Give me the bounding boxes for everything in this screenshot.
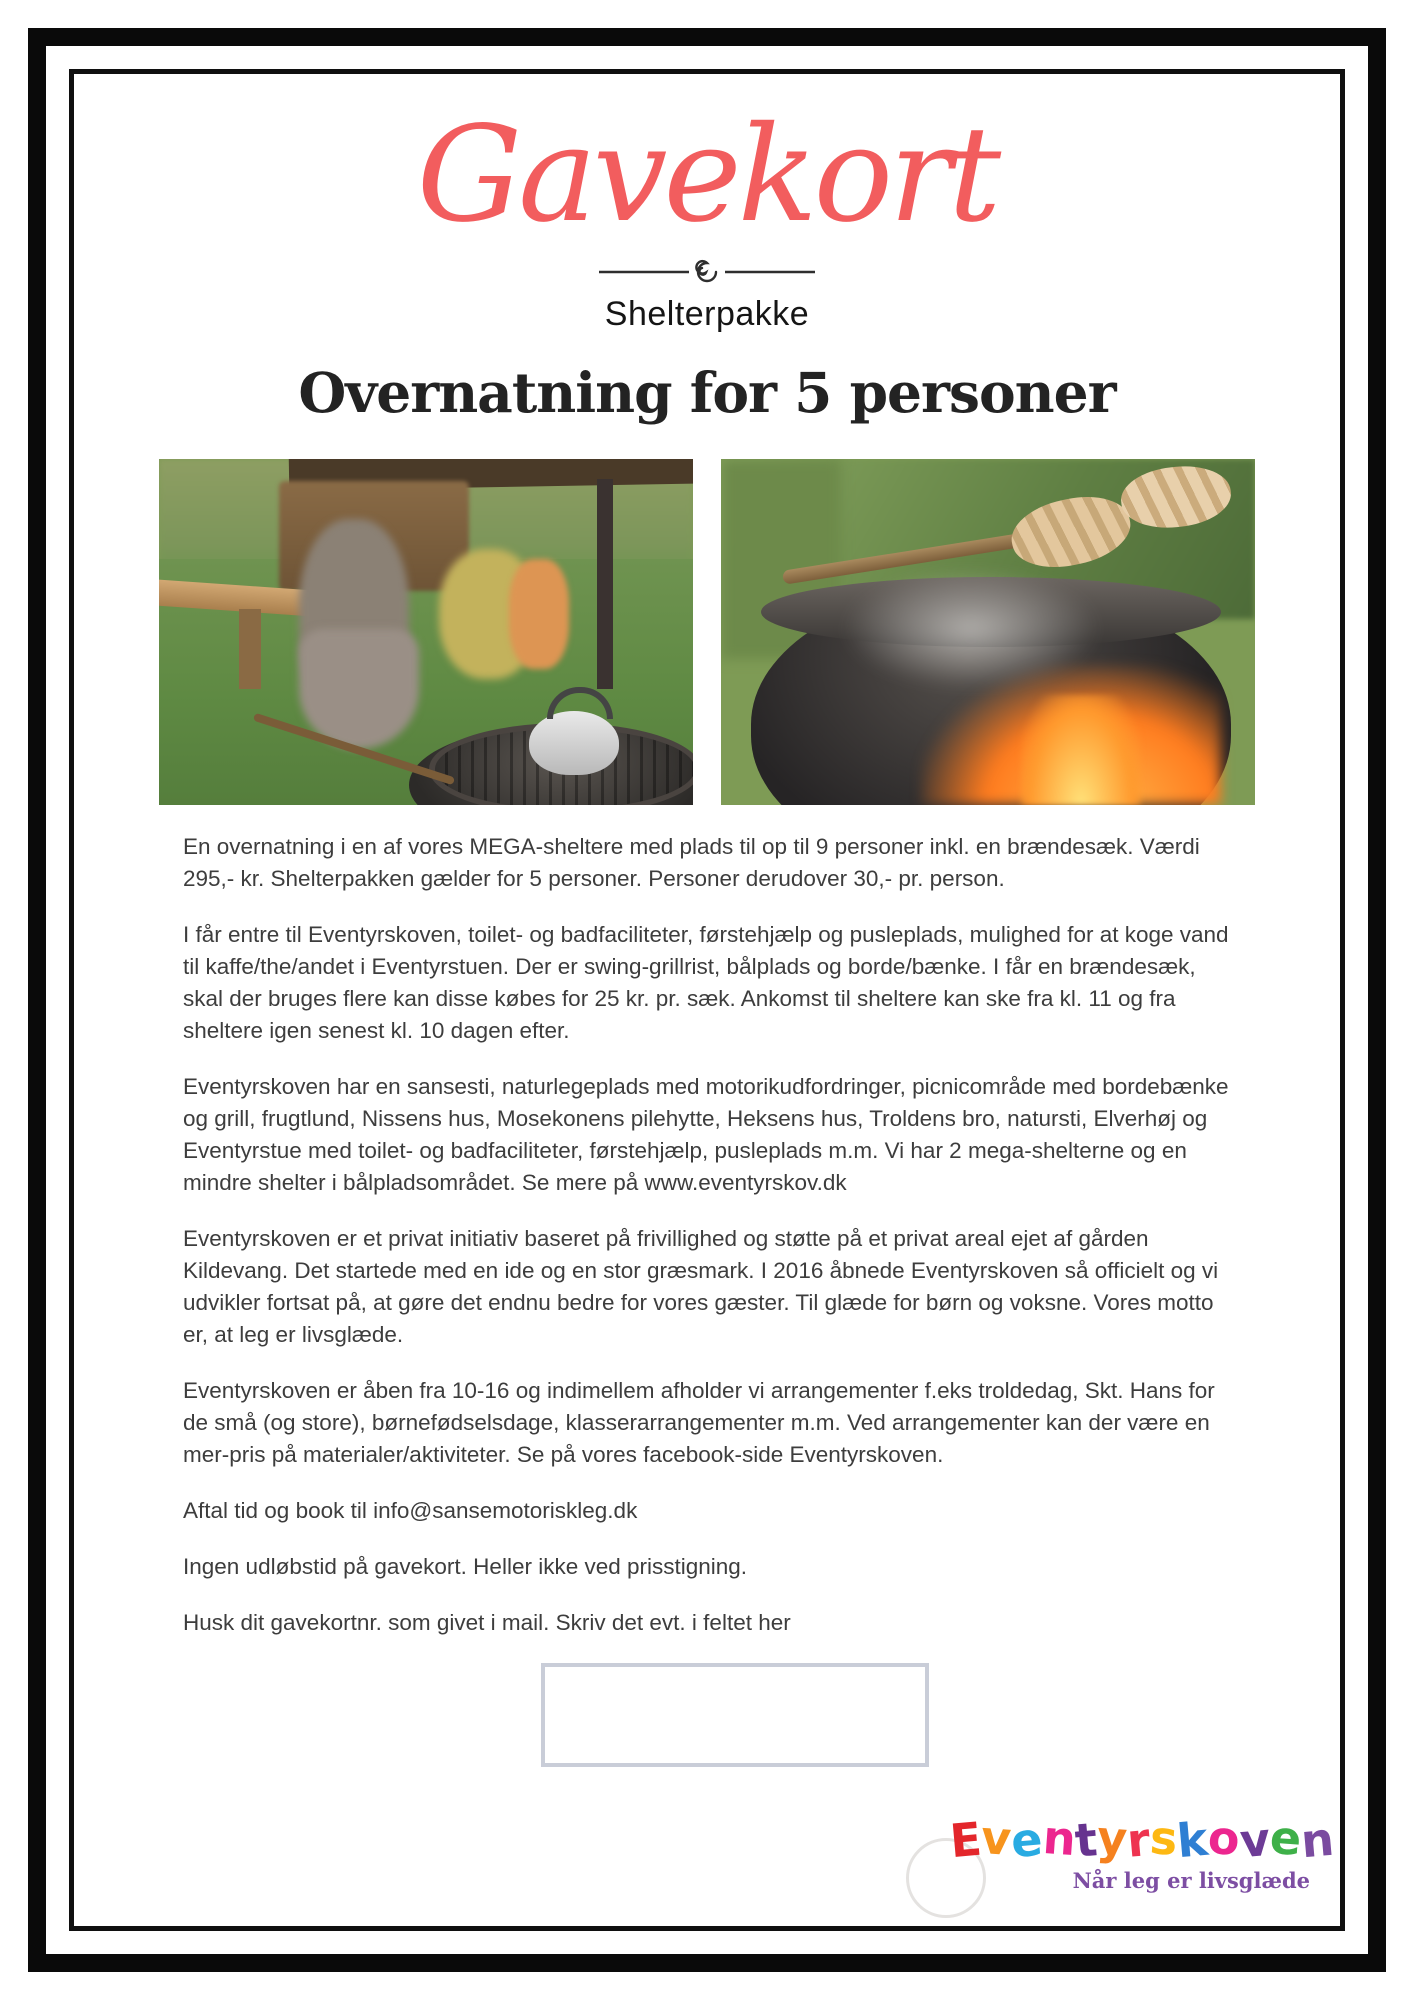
flame-shape: [1021, 695, 1141, 805]
bench-leg-shape: [239, 609, 261, 689]
gift-card-number-field[interactable]: [541, 1663, 929, 1767]
paragraph-booking-email: Aftal tid og book til info@sansemotoriskleg.dk: [183, 1498, 638, 1524]
body-copy: [183, 831, 1231, 1639]
logo-letter: o: [1206, 1809, 1242, 1867]
logo-letter: k: [1175, 1811, 1211, 1869]
logo-letter: r: [1125, 1812, 1153, 1868]
logo-letter: e: [1009, 1811, 1046, 1869]
photo-shelter-family-campfire: [159, 459, 693, 805]
child-figure: [509, 559, 569, 669]
logo-letter: y: [1095, 1810, 1130, 1866]
paragraph-offer: En overnatning i en af vores MEGA-sheltere med plads til op til 9 personer inkl. en brændesæk. Værdi 295,- kr. Shelterpakken gælder for 5 personer. Personer derudover 30,- pr. person.: [183, 834, 1200, 892]
certificate-content: [74, 74, 1340, 1926]
script-title-gavekort: Gavekort: [416, 98, 998, 252]
logo-letter: v: [1237, 1811, 1273, 1869]
paragraph-opening-hours: Eventyrskoven er åben fra 10-16 og indimellem afholder vi arrangementer f.eks troldedag, Skt. Hans for de små (og store), børnefødselsdage, klasserarrangementer m.m. Ved arrangementer kan der være en mer-pris på materialer/aktiviteter. Se på vores facebook-side Eventyrskoven.: [183, 1378, 1215, 1468]
smoke-shape: [841, 569, 1101, 689]
package-label: Shelterpakke: [604, 295, 810, 334]
main-heading: Overnatning for 5 personer: [298, 360, 1116, 426]
paragraph-about: Eventyrskoven er et privat initiativ baseret på frivillighed og støtte på et privat areal ejet af gården Kildevang. Det startede med en ide og en stor græsmark. I 2016 åbnede Eventyrskoven så officielt og vi udvikler fortsat på, at gøre det endnu bedre for vores gæster. Til glæde for børn og voksne. Vores motto er, at leg er livsglæde.: [183, 1226, 1219, 1348]
paragraph-attractions: Eventyrskoven har en sansesti, naturlegeplads med motorikudfordringer, picnicområde med bordebænke og grill, frugtlund, Nissens hus, Mosekonens pilehytte, Heksens hus, Troldens bro, natursti, Elverhøj og Eventyrstue med toilet- og badfaciliteter, førstehjælp, pusleplads m.m. Vi har 2 mega-shelterne og en mindre shelter i bålpladsområdet. Se mere på www.eventyrskov.dk: [183, 1074, 1229, 1196]
person-figure: [299, 629, 419, 749]
logo-letter: E: [947, 1811, 984, 1869]
eventyrskoven-logo: [947, 1809, 1337, 1893]
logo-letter: e: [1267, 1809, 1303, 1867]
logo-letter: n: [1298, 1811, 1337, 1869]
paragraph-no-expiry: Ingen udløbstid på gavekort. Heller ikke ved prisstigning.: [183, 1554, 748, 1580]
fireplace-post-shape: [597, 479, 613, 689]
logo-letter: n: [1040, 1809, 1078, 1867]
photo-snobrod-over-fire: [721, 459, 1255, 805]
logo-letter: s: [1148, 1810, 1180, 1866]
kettle-shape: [529, 711, 619, 775]
gift-card-number-row: [74, 1663, 1340, 1767]
logo-wordmark: [947, 1809, 1337, 1869]
paragraph-facilities: I får entre til Eventyrskoven, toilet- og badfaciliteter, førstehjælp og pusleplads, mulighed for at koge vand til kaffe/the/andet i Eventyrstuen. Der er swing-grillrist, bålplads og borde/bænke. I får en brændesæk, skal der bruges flere kan disse købes for 25 kr. pr. sæk. Ankomst til sheltere kan ske fra kl. 11 og fra sheltere igen senest kl. 10 dagen efter.: [183, 922, 1229, 1044]
logo-tagline: Når leg er livsglæde: [1072, 1868, 1310, 1893]
photo-band: [74, 459, 1340, 805]
logo-letter: v: [979, 1810, 1014, 1866]
paragraph-giftcard-number-hint: Husk dit gavekortnr. som givet i mail. Skriv det evt. i feltet her: [183, 1610, 791, 1636]
logo-letter: t: [1073, 1812, 1100, 1868]
